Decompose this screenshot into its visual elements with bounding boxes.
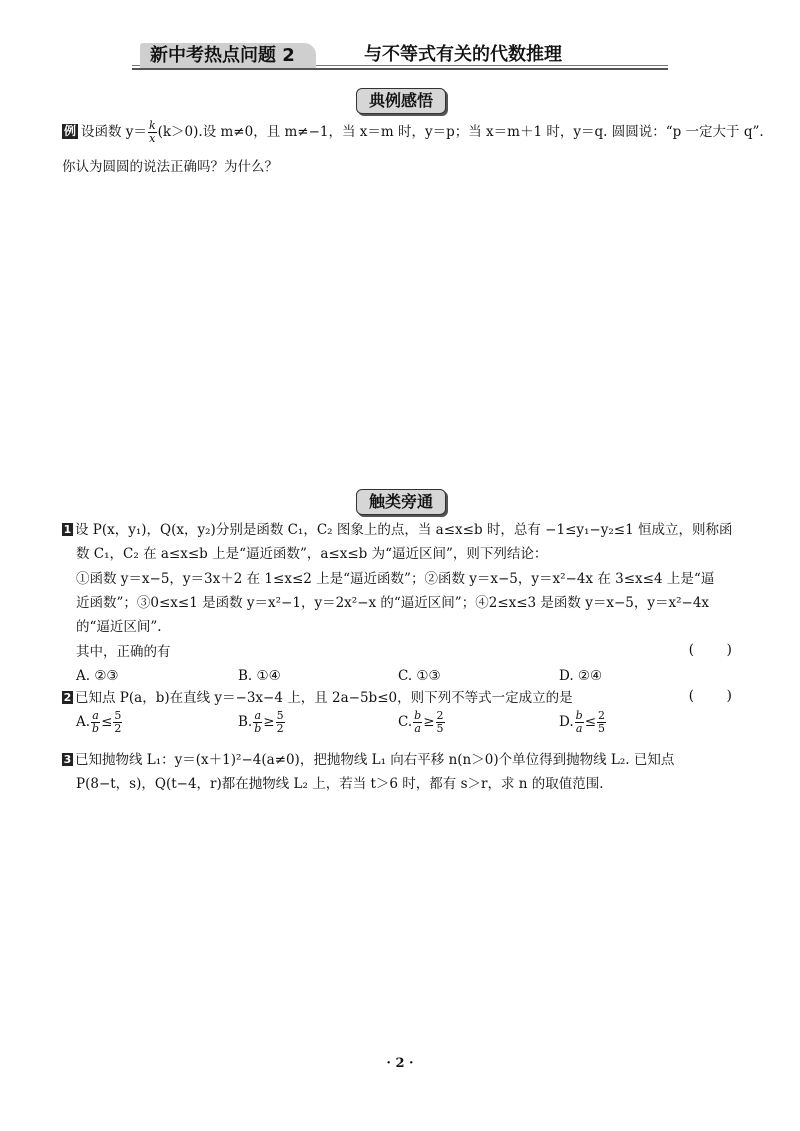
q3-line-1 xyxy=(62,750,674,770)
header-tag: 新中考热点问题 2 xyxy=(140,43,316,68)
q3-text-1: 已知抛物线 L₁：y＝(x＋1)²−4(a≠0)，把抛物线 L₁ 向右平移 n(n＞0)个单位得到抛物线 L₂. 已知点 xyxy=(75,752,675,768)
fraction-denominator: b xyxy=(254,722,262,735)
fraction-denominator: a xyxy=(575,722,583,735)
fraction-denominator: 2 xyxy=(114,722,122,735)
option-left-fraction xyxy=(413,710,422,735)
q2-option-b xyxy=(238,710,286,735)
fraction-numerator: k xyxy=(148,119,156,132)
header-topic: 与不等式有关的代数推理 xyxy=(364,44,562,65)
option-label: D. xyxy=(559,714,574,730)
fraction-denominator: a xyxy=(414,722,421,735)
q1-text-1: 设 P(x，y₁)，Q(x，y₂)分别是函数 C₁，C₂ 图象上的点，当 a≤x≤b 时，总有 −1≤y₁−y₂≤1 恒成立，则称函 xyxy=(75,522,733,538)
example-text-a: 设函数 y＝ xyxy=(81,124,147,140)
q1-line-3: ①函数 y＝x−5，y＝3x＋2 在 1≤x≤2 上是“逼近函数”；②函数 y＝x−5，y＝x²−4x 在 3≤x≤4 上是“逼 xyxy=(76,571,715,587)
option-right-fraction xyxy=(276,710,285,735)
q3-line-2: P(8−t，s)，Q(t−4，r)都在抛物线 L₂ 上，若当 t＞6 时，都有 s＞r，求 n 的取值范围. xyxy=(76,776,604,792)
example-fraction xyxy=(148,120,157,145)
q2-answer-bracket: ( ) xyxy=(688,688,746,704)
q1-option-a: A. ②③ xyxy=(76,668,119,684)
fraction-numerator: 2 xyxy=(436,709,444,722)
q1-line-1 xyxy=(62,520,732,540)
q1-number: 1 xyxy=(63,523,72,536)
fraction-denominator: 5 xyxy=(436,722,444,735)
fraction-denominator: b xyxy=(92,722,100,735)
fraction-numerator: 2 xyxy=(598,709,605,722)
option-label: B. xyxy=(238,714,253,730)
example-line-2: 你认为圆圆的说法正确吗？为什么？ xyxy=(62,159,278,175)
option-relation: ≤ xyxy=(101,714,113,730)
option-right-fraction xyxy=(436,710,445,735)
fraction-numerator: b xyxy=(575,709,583,722)
q3-number: 3 xyxy=(63,753,72,766)
fraction-denominator: x xyxy=(149,132,156,145)
fraction-numerator: a xyxy=(254,709,262,722)
header-rule xyxy=(132,68,668,70)
fraction-denominator: 2 xyxy=(276,722,284,735)
option-left-fraction xyxy=(91,710,100,735)
q2-text: 已知点 P(a，b)在直线 y＝−3x−4 上，且 2a−5b≤0，则下列不等式一定成立的是 xyxy=(75,690,573,706)
fraction-numerator: b xyxy=(414,709,422,722)
section-title-example: 典例感悟 xyxy=(356,88,446,114)
q1-option-d: D. ②④ xyxy=(559,668,603,684)
q2-option-c xyxy=(398,710,446,735)
option-left-fraction xyxy=(253,710,262,735)
option-relation: ≥ xyxy=(263,714,275,730)
q1-option-c: C. ①③ xyxy=(398,668,441,684)
option-label: C. xyxy=(398,714,413,730)
section-title-practice: 触类旁通 xyxy=(356,489,446,515)
q1-answer-bracket: ( ) xyxy=(688,642,746,658)
fraction-denominator: 5 xyxy=(598,722,605,735)
example-text-b: (k＞0).设 m≠0，且 m≠−1，当 x＝m 时，y＝p；当 x＝m＋1 时，y＝q. 圆圆说：“p 一定大于 q”. xyxy=(157,124,764,140)
example-line-1 xyxy=(62,120,764,145)
q2-line-1 xyxy=(62,688,573,708)
option-label: A. xyxy=(76,714,91,730)
fraction-numerator: 5 xyxy=(114,709,122,722)
option-left-fraction xyxy=(575,710,584,735)
q1-line-6: 其中，正确的有 xyxy=(76,644,171,660)
option-right-fraction xyxy=(597,710,606,735)
fraction-numerator: a xyxy=(92,709,99,722)
option-right-fraction xyxy=(113,710,122,735)
page-number: · 2 · xyxy=(386,1056,414,1071)
q1-option-b: B. ①④ xyxy=(238,668,281,684)
q2-option-d xyxy=(559,710,607,735)
fraction-numerator: 5 xyxy=(276,709,284,722)
q1-line-4: 近函数”；③0≤x≤1 是函数 y＝x²−1，y＝2x²−x 的“逼近区间”；④2≤x≤3 是函数 y＝x−5，y＝x²−4x xyxy=(76,595,710,611)
q2-number: 2 xyxy=(63,691,72,704)
q2-option-a xyxy=(76,710,123,735)
q1-line-2: 数 C₁，C₂ 在 a≤x≤b 上是“逼近函数”，a≤x≤b 为“逼近区间”，则下列结论： xyxy=(76,546,548,562)
option-relation: ≥ xyxy=(423,714,435,730)
example-badge: 例 xyxy=(64,124,77,138)
q1-line-5: 的“逼近区间”. xyxy=(76,619,162,635)
option-relation: ≤ xyxy=(584,714,596,730)
page-header xyxy=(132,40,668,72)
